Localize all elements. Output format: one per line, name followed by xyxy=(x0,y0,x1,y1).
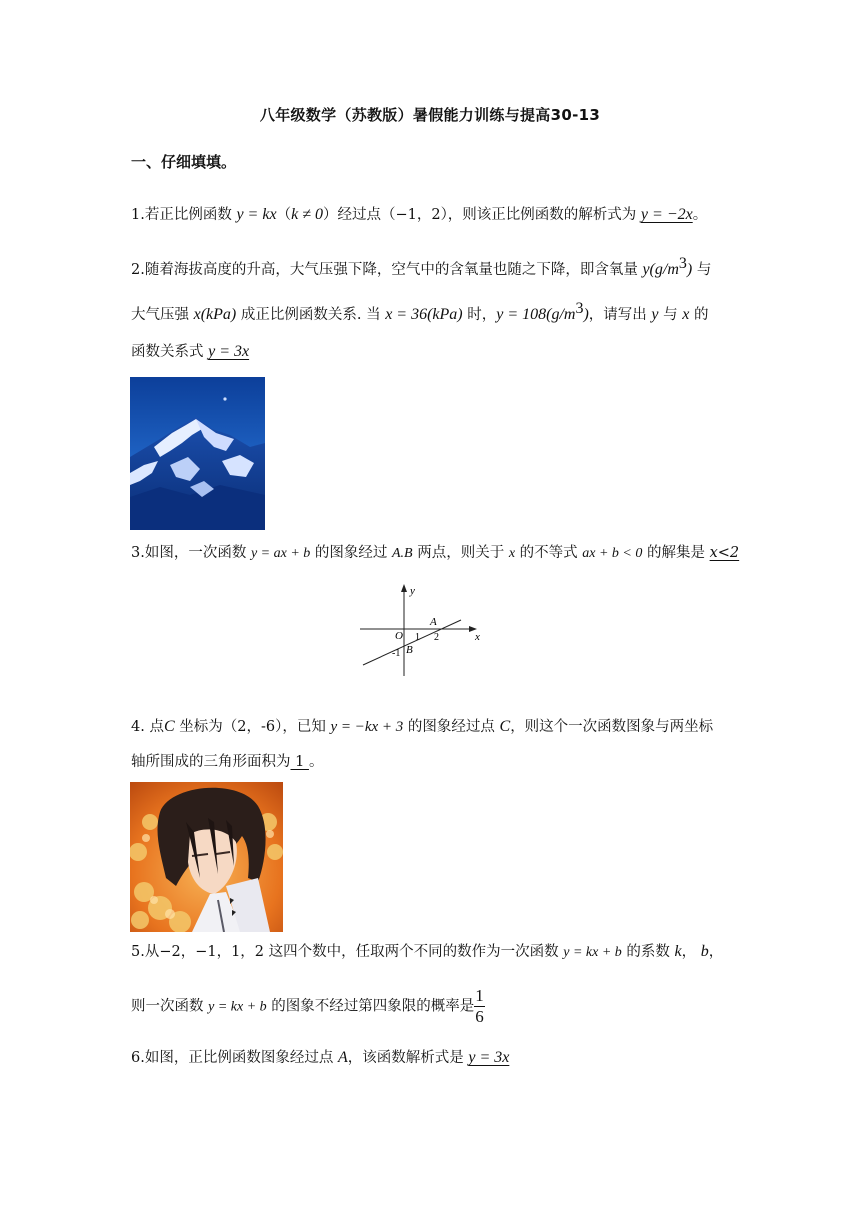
q1-text: ）经过点（ xyxy=(322,207,396,223)
q4-text: 。 xyxy=(308,754,324,770)
point-a-label: A xyxy=(430,616,437,628)
q5-text: 5.从−2，−1，1，2 这四个数中，任取两个不同的数作为一次函数 xyxy=(131,944,564,960)
q3-text: 的图象经过 xyxy=(310,545,392,561)
q4-answer: 1 xyxy=(290,754,309,770)
q6-text: 6.如图，正比例函数图象经过点 xyxy=(131,1050,338,1066)
q2-text: 2.随着海拔高度的升高，大气压强下降，空气中的含氧量也随之下降，即含氧量 xyxy=(131,261,643,278)
origin-label: O xyxy=(395,630,403,642)
tick-2-label: 2 xyxy=(434,632,439,643)
page-title: 八年级数学（苏教版）暑假能力训练与提高30-13 xyxy=(259,106,601,124)
q5-text: 则一次函数 xyxy=(131,998,209,1015)
x-axis-label: x xyxy=(475,631,480,643)
linear-function-graph xyxy=(355,580,485,678)
q3-text: 的不等式 xyxy=(515,545,583,561)
q2-var: y xyxy=(651,305,659,323)
q1-point: −1，2 xyxy=(395,207,441,223)
question-2-line-1 xyxy=(131,253,711,281)
question-1 xyxy=(131,204,707,226)
question-6 xyxy=(131,1047,509,1069)
q2-math: y = 108(g/m xyxy=(496,305,576,323)
q4-text: 轴所围成的三角形面积为 xyxy=(131,754,291,770)
q2-text: 与 xyxy=(692,261,712,278)
q2-text: 的 xyxy=(689,306,709,323)
q2-math: x = 36(kPa) xyxy=(385,305,463,323)
q5-var-k: k xyxy=(674,943,682,960)
question-3 xyxy=(131,542,739,565)
q6-point: A xyxy=(337,1049,348,1066)
q4-text: 的图象经过点 xyxy=(403,719,500,735)
function-line xyxy=(363,620,461,665)
q5-text: ， xyxy=(708,944,724,960)
q2-text: 时， xyxy=(462,306,497,323)
mountain-photo xyxy=(130,377,265,530)
q2-math: y(g/m xyxy=(642,260,679,278)
q5-answer-fraction xyxy=(474,986,485,1027)
question-2-line-3 xyxy=(131,341,249,363)
q4-text: ，则这个一次函数图象与两坐标 xyxy=(510,719,714,735)
q1-answer: y = −2x xyxy=(640,206,693,223)
q4-text: 4. 点 xyxy=(131,719,164,735)
q5-text: 的系数 xyxy=(621,944,675,960)
question-4-line-1 xyxy=(131,716,713,738)
q6-text: ，该函数解析式是 xyxy=(347,1050,469,1066)
q5-text: 的图象不经过第四象限的概率是 xyxy=(266,998,475,1015)
q3-text: 3.如图，一次函数 xyxy=(131,545,251,561)
q2-math: ) xyxy=(686,260,693,278)
y-axis-arrow xyxy=(401,584,407,592)
q2-text: 函数关系式 xyxy=(131,344,209,360)
q2-text: 与 xyxy=(658,306,683,323)
q4-point: C xyxy=(163,718,175,735)
q5-expression: y = kx + b xyxy=(208,999,267,1015)
q5-expression: y = kx + b xyxy=(563,945,622,960)
anime-character-illustration xyxy=(130,782,283,932)
q4-expression: y = −kx + 3 xyxy=(330,719,404,735)
q5-text: ， xyxy=(681,944,701,960)
q1-text: （ xyxy=(276,207,292,223)
q4-text: 坐标为（2，-6），已知 xyxy=(174,719,331,735)
q2-text: 成正比例函数关系. 当 xyxy=(236,306,386,323)
q3-points: A.B xyxy=(392,546,413,561)
q2-math: x(kPa) xyxy=(193,305,237,323)
q3-var: x xyxy=(508,546,516,561)
q3-text: 的解集是 xyxy=(642,545,710,561)
q2-superscript: 3 xyxy=(575,300,584,317)
fraction-numerator: 1 xyxy=(475,986,484,1005)
q2-text: ，请写出 xyxy=(588,306,652,323)
q2-superscript: 3 xyxy=(678,255,687,272)
tick-neg1-label: -1 xyxy=(392,648,401,659)
question-5-line-1 xyxy=(131,941,723,964)
y-axis-label: y xyxy=(410,585,415,597)
q6-answer: y = 3x xyxy=(468,1049,510,1066)
q1-text: 。 xyxy=(692,207,708,223)
q3-text: 两点，则关于 xyxy=(412,545,509,561)
section-heading: 一、仔细填填。 xyxy=(131,153,237,171)
q1-text: ），则该正比例函数的解析式为 xyxy=(440,207,641,223)
point-b-label: B xyxy=(406,644,413,656)
q2-var: x xyxy=(682,305,690,323)
q5-var-b: b xyxy=(700,943,709,960)
q1-condition: k ≠ 0 xyxy=(291,206,323,223)
q3-expression: y = ax + b xyxy=(250,546,311,561)
tick-1-label: 1 xyxy=(415,632,420,643)
q2-text: 大气压强 xyxy=(131,306,194,323)
question-2-line-2 xyxy=(131,298,708,326)
question-4-line-2 xyxy=(131,751,323,773)
q3-answer: x<2 xyxy=(709,545,740,561)
q2-answer: y = 3x xyxy=(208,343,250,360)
q1-text: 1.若正比例函数 xyxy=(131,207,237,223)
fraction-denominator: 6 xyxy=(475,1007,484,1026)
q4-point: C xyxy=(499,718,511,735)
q2-math: ) xyxy=(583,305,589,323)
q1-expression: y = kx xyxy=(236,206,277,223)
q3-inequality: ax + b < 0 xyxy=(582,546,643,561)
question-5-line-2 xyxy=(131,986,485,1027)
